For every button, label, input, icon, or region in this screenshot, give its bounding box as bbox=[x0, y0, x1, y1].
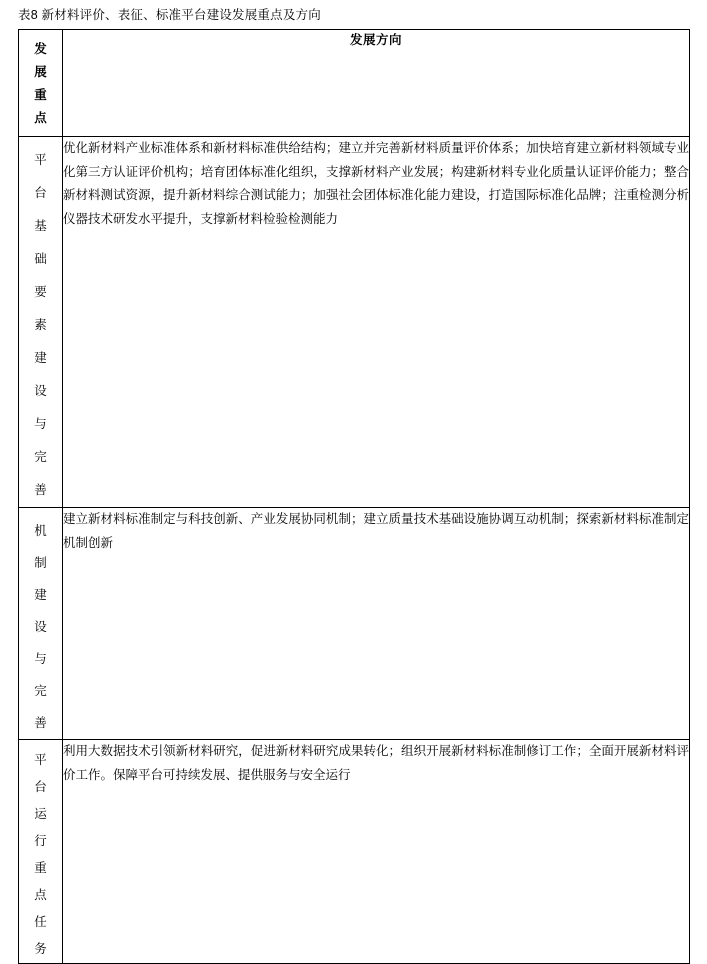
header-focus-char: 重 bbox=[34, 88, 47, 102]
row-label-char: 与 bbox=[34, 652, 47, 666]
row-label-char: 平 bbox=[34, 153, 47, 167]
row-label-vertical-text bbox=[19, 137, 62, 507]
row-label-char: 完 bbox=[34, 450, 47, 464]
header-cell-direction: 发展方向 bbox=[63, 30, 690, 137]
row-label-char: 要 bbox=[34, 285, 47, 299]
table-row bbox=[19, 508, 690, 740]
header-focus-char: 点 bbox=[34, 111, 47, 125]
row-label-mechanism-building bbox=[19, 508, 63, 740]
table-row bbox=[19, 137, 690, 508]
row-label-char: 建 bbox=[34, 588, 47, 602]
row-label-vertical-text bbox=[19, 740, 62, 963]
row-label-char: 台 bbox=[34, 186, 47, 200]
row-label-char: 制 bbox=[34, 556, 47, 570]
table-header-row bbox=[19, 30, 690, 137]
table-caption: 表8 新材料评价、表征、标准平台建设发展重点及方向 bbox=[18, 8, 321, 22]
row-label-char: 与 bbox=[34, 417, 47, 431]
row-label-char: 设 bbox=[34, 384, 47, 398]
row-label-char: 基 bbox=[34, 219, 47, 233]
table-row bbox=[19, 740, 690, 964]
row-label-char: 完 bbox=[34, 684, 47, 698]
row-label-char: 务 bbox=[34, 942, 47, 956]
row-label-char: 设 bbox=[34, 620, 47, 634]
row-label-char: 善 bbox=[34, 716, 47, 730]
row-content-platform-operation: 利用大数据技术引领新材料研究，促进新材料研究成果转化；组织开展新材料标准制修订工作；全面开展新材料评价工作。保障平台可持续发展、提供服务与安全运行 bbox=[63, 740, 690, 964]
header-cell-focus bbox=[19, 30, 63, 137]
row-label-char: 机 bbox=[34, 524, 47, 538]
row-label-char: 台 bbox=[34, 780, 47, 794]
header-focus-char: 发 bbox=[34, 42, 47, 56]
row-label-char: 善 bbox=[34, 483, 47, 497]
row-content-platform-foundation: 优化新材料产业标准体系和新材料标准供给结构；建立并完善新材料质量评价体系；加快培育建立新材料领域专业化第三方认证评价机构；培育团体标准化组织，支撑新材料产业发展；构建新材料专业化质量认证评价能力；整合新材料测试资源，提升新材料综合测试能力；加强社会团体标准化能力建设，打造国际标准化品牌；注重检测分析仪器技术研发水平提升，支撑新材料检验检测能力 bbox=[63, 137, 690, 508]
row-label-char: 重 bbox=[34, 861, 47, 875]
row-label-char: 础 bbox=[34, 252, 47, 266]
materials-platform-table bbox=[18, 29, 690, 964]
row-label-char: 平 bbox=[34, 753, 47, 767]
row-label-vertical-text bbox=[19, 508, 62, 739]
header-focus-char: 展 bbox=[34, 65, 47, 79]
row-label-char: 任 bbox=[34, 915, 47, 929]
row-label-char: 运 bbox=[34, 807, 47, 821]
header-focus-vertical-text bbox=[19, 30, 62, 130]
row-label-char: 建 bbox=[34, 351, 47, 365]
row-label-char: 点 bbox=[34, 888, 47, 902]
row-content-mechanism-building: 建立新材料标准制定与科技创新、产业发展协同机制；建立质量技术基础设施协调互动机制；探索新材料标准制定机制创新 bbox=[63, 508, 690, 740]
row-label-char: 素 bbox=[34, 318, 47, 332]
row-label-platform-foundation bbox=[19, 137, 63, 508]
row-label-platform-operation bbox=[19, 740, 63, 964]
row-label-char: 行 bbox=[34, 834, 47, 848]
